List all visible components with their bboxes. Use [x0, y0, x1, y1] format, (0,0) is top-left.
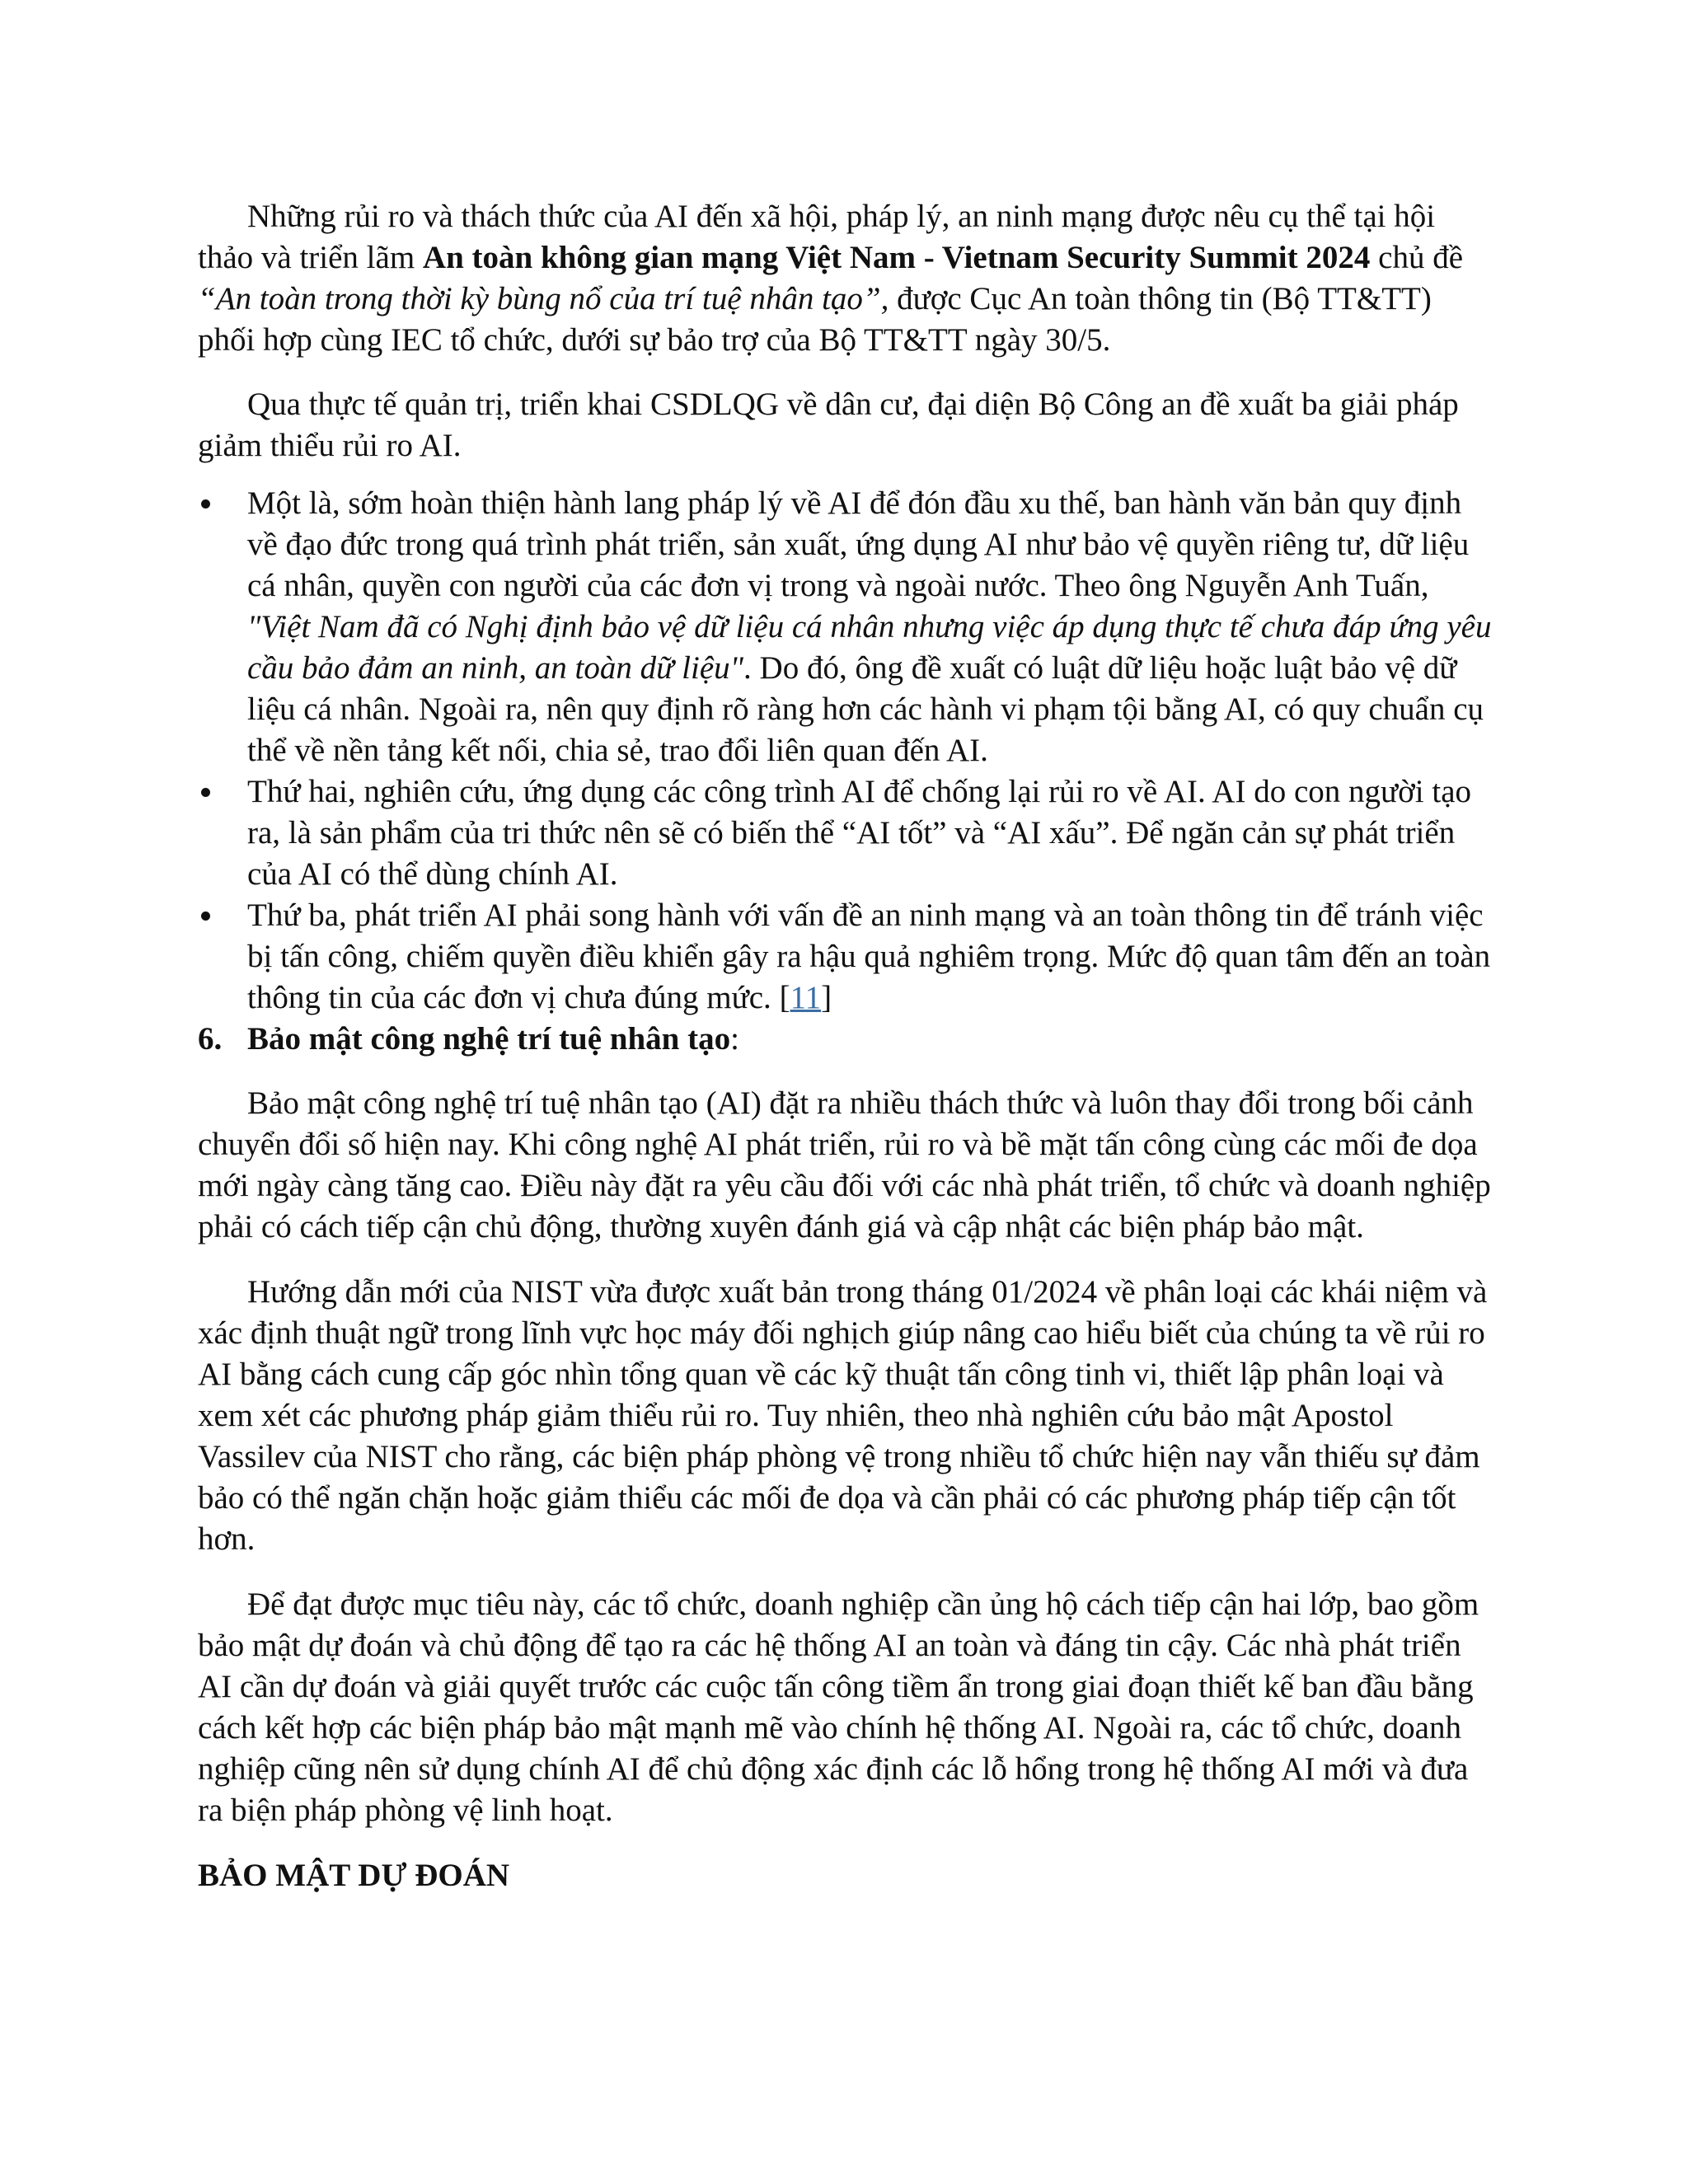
bullet-icon — [201, 912, 210, 921]
heading-predictive-security: BẢO MẬT DỰ ĐOÁN — [198, 1858, 510, 1893]
list-item — [198, 895, 1493, 1019]
bracket: [ — [779, 980, 790, 1015]
text-run: Những rủi ro và thách thức của AI đến xã hội, pháp lý, an ninh mạng được nêu cụ thể tại hội thảo và triển lãm — [198, 199, 1436, 275]
bullet-icon — [201, 788, 210, 797]
section-title: Bảo mật công nghệ trí tuệ nhân tạo — [247, 1021, 731, 1057]
text-run: Thứ ba, phát triển AI phải song hành với vấn đề an ninh mạng và an toàn thông tin để tránh việc bị tấn công, chiếm quyền điều khiển gây ra hậu quả nghiêm trọng. Mức độ quan tâm đến an toàn thông tin của các đơn vị chưa đúng mức. — [247, 898, 1491, 1015]
summit-theme: “An toàn trong thời kỳ bùng nổ của trí tuệ nhân tạo”, — [198, 281, 889, 316]
paragraph-ai-security: Bảo mật công nghệ trí tuệ nhân tạo (AI) đặt ra nhiều thách thức và luôn thay đổi trong bối cảnh chuyển đổi số hiện nay. Khi công nghệ AI phát triển, rủi ro và bề mặt tấn công cùng các mối đe dọa mới ngày càng tăng cao. Điều này đặt ra yêu cầu đối với các nhà phát triển, tổ chức và doanh nghiệp phải có cách tiếp cận chủ động, thường xuyên đánh giá và cập nhật các biện pháp bảo mật. — [198, 1085, 1491, 1244]
paragraph-two-layer-approach: Để đạt được mục tiêu này, các tổ chức, doanh nghiệp cần ủng hộ cách tiếp cận hai lớp, bao gồm bảo mật dự đoán và chủ động để tạo ra các hệ thống AI an toàn và đáng tin cậy. Các nhà phát triển AI cần dự đoán và giải quyết trước các cuộc tấn công tiềm ẩn trong giai đoạn thiết kế ban đầu bằng cách kết hợp các biện pháp bảo mật mạnh mẽ vào chính hệ thống AI. Ngoài ra, các tổ chức, doanh nghiệp cũng nên sử dụng chính AI để chủ động xác định các lỗ hổng trong hệ thống AI mới và đưa ra biện pháp phòng vệ linh hoạt. — [198, 1586, 1479, 1828]
text-run: Một là, sớm hoàn thiện hành lang pháp lý về AI để đón đầu xu thế, ban hành văn bản quy định về đạo đức trong quá trình phát triển, sản xuất, ứng dụng AI như bảo vệ quyền riêng tư, dữ liệu cá nhân, quyền con người của các đơn vị trong và ngoài nước. Theo ông Nguyễn Anh Tuấn, — [247, 485, 1470, 603]
quote-nguyen-anh-tuan: "Việt Nam đã có Nghị định bảo vệ dữ liệu cá nhân nhưng việc áp dụng thực tế chưa đáp ứng yêu cầu bảo đảm an ninh, an toàn dữ liệu" — [247, 609, 1492, 686]
summit-name: An toàn không gian mạng Việt Nam - Vietnam Security Summit 2024 — [422, 240, 1371, 275]
text-run: Thứ hai, nghiên cứu, ứng dụng các công trình AI để chống lại rủi ro về AI. AI do con người tạo ra, là sản phẩm của tri thức nên sẽ có biến thể “AI tốt” và “AI xấu”. Để ngăn cản sự phát triển của AI có thể dùng chính AI. — [247, 774, 1472, 892]
section-title-wrap — [247, 1019, 739, 1060]
text-run: . Do đó, ông đề xuất có luật dữ liệu hoặc luật bảo vệ dữ liệu cá nhân. Ngoài ra, nên quy định rõ ràng hơn các hành vi phạm tội bằng AI, có quy chuẩn cụ thể về nền tảng kết nối, chia sẻ, trao đổi liên quan đến AI. — [247, 650, 1484, 768]
text-run: chủ đề — [1370, 240, 1464, 275]
section-number: 6. — [198, 1021, 223, 1057]
bullet-list-solutions — [198, 483, 1493, 1019]
text-run: được Cục An toàn thông tin (Bộ TT&TT) phối hợp cùng IEC tổ chức, dưới sự bảo trợ của Bộ TT&TT ngày 30/5. — [198, 281, 1432, 358]
page-content — [198, 196, 1493, 1896]
section-heading-6 — [198, 1019, 1493, 1060]
paragraph-summit — [198, 196, 1493, 361]
section-colon: : — [730, 1021, 739, 1057]
list-item — [198, 483, 1493, 771]
list-item — [198, 771, 1493, 895]
bullet-icon — [201, 499, 210, 509]
bracket: ] — [821, 980, 832, 1015]
reference-link-11[interactable]: 11 — [790, 980, 822, 1015]
paragraph-proposals-intro: Qua thực tế quản trị, triển khai CSDLQG về dân cư, đại diện Bộ Công an đề xuất ba giải pháp giảm thiểu rủi ro AI. — [198, 387, 1459, 463]
paragraph-nist-guidance: Hướng dẫn mới của NIST vừa được xuất bản trong tháng 01/2024 về phân loại các khái niệm và xác định thuật ngữ trong lĩnh vực học máy đối nghịch giúp nâng cao hiểu biết của chúng ta về rủi ro AI bằng cách cung cấp góc nhìn tổng quan về các kỹ thuật tấn công tinh vi, thiết lập phân loại và xem xét các phương pháp giảm thiểu rủi ro. Tuy nhiên, theo nhà nghiên cứu bảo mật Apostol Vassilev của NIST cho rằng, các biện pháp phòng vệ trong nhiều tổ chức hiện nay vẫn thiếu sự đảm bảo có thể ngăn chặn hoặc giảm thiểu các mối đe dọa và cần phải có các phương pháp tiếp cận tốt hơn. — [198, 1274, 1488, 1557]
